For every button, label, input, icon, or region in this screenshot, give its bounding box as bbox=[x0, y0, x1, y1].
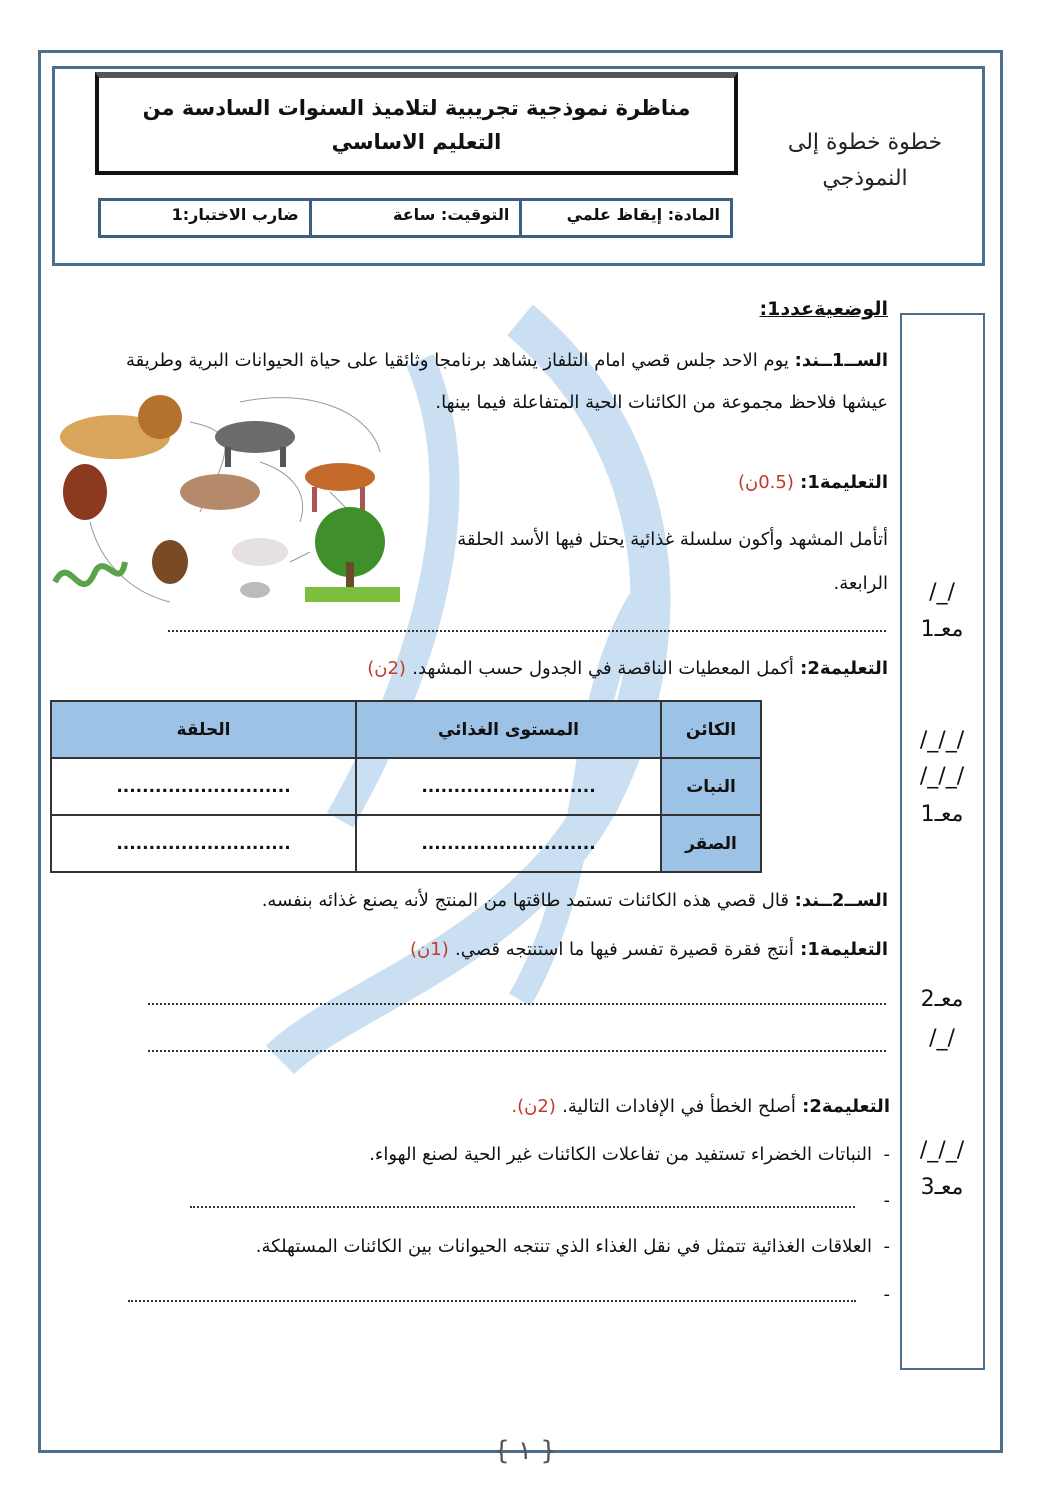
brand-text: خطوة خطوة إلى النموذجي bbox=[787, 130, 943, 191]
task2-points: (2ن) bbox=[367, 658, 406, 679]
bullet-dash: - bbox=[883, 1190, 890, 1211]
task-1 bbox=[420, 470, 888, 496]
goat-icon bbox=[305, 463, 375, 512]
owl-icon bbox=[152, 540, 188, 584]
food-web-image bbox=[50, 392, 410, 612]
wolf-icon bbox=[215, 421, 295, 467]
score-slot: /_/ bbox=[929, 1026, 955, 1051]
page-number: { ١ } bbox=[493, 1436, 557, 1466]
answer-line[interactable] bbox=[148, 1050, 886, 1052]
bullet-dash: - bbox=[883, 1284, 890, 1305]
score-slot: /_/_/ bbox=[919, 728, 965, 753]
task3-label: التعليمة1: bbox=[800, 939, 888, 960]
task2-label: التعليمة2: bbox=[800, 658, 888, 679]
lion-icon bbox=[60, 395, 182, 459]
statement-item: - العلاقات الغذائية تتمثل في نقل الغذاء الذي تنتجه الحيوانات بين الكائنات المستهلكة. bbox=[255, 1236, 890, 1257]
task3-points: (1ن) bbox=[410, 939, 449, 960]
document-2 bbox=[100, 888, 888, 914]
criterion-label: معـ1 bbox=[920, 617, 964, 642]
table-row bbox=[51, 815, 761, 872]
situation-title: الوضعيةعدد1: bbox=[759, 298, 888, 320]
task-3 bbox=[200, 937, 888, 963]
organism-cell: الصقر bbox=[661, 815, 761, 872]
task2-text: أكمل المعطيات الناقصة في الجدول حسب المشهد. bbox=[412, 658, 794, 679]
header-link: الحلقة bbox=[51, 701, 356, 758]
answer-line[interactable] bbox=[148, 1003, 886, 1005]
doc2-text: قال قصي هذه الكائنات تستمد طاقتها من المنتج لأنه يصنع غذائه بنفسه. bbox=[261, 890, 789, 911]
doc1-text: يوم الاحد جلس قصي امام التلفاز يشاهد برنامجا وثائقيا على حياة الحيوانات البرية وطريقة عيشها فلاحظ مجموعة من الكائنات الحية المتفاعلة فيما بينها. bbox=[125, 350, 888, 413]
statement-text: النباتات الخضراء تستفيد من تفاعلات الكائنات غير الحية لصنع الهواء. bbox=[369, 1144, 873, 1165]
subject: المادة: إيقاظ علمي bbox=[519, 201, 730, 235]
task1-points: (0.5ن) bbox=[737, 472, 794, 493]
grading-column bbox=[900, 313, 985, 1370]
duration: التوقيت: ساعة bbox=[309, 201, 520, 235]
tree-icon bbox=[305, 507, 400, 602]
answer-line[interactable] bbox=[128, 1300, 856, 1302]
criterion-label: معـ3 bbox=[920, 1175, 964, 1200]
food-level-table bbox=[50, 700, 762, 873]
task1-label: التعليمة1: bbox=[800, 472, 888, 493]
coefficient: ضارب الاختبار:1 bbox=[171, 205, 299, 224]
doc2-label: الســ2ــند: bbox=[794, 890, 888, 911]
task1-text: أتأمل المشهد وأكون سلسلة غذائية يحتل فيها الأسد الحلقة الرابعة. bbox=[457, 529, 888, 594]
wildcat-icon bbox=[180, 474, 260, 510]
header-level: المستوى الغذائي bbox=[356, 701, 661, 758]
rabbit-icon bbox=[232, 538, 288, 566]
criterion-label: معـ1 bbox=[920, 802, 964, 827]
task4-points: (2ن). bbox=[511, 1096, 556, 1117]
level-cell[interactable]: ........................... bbox=[356, 758, 661, 815]
score-slot: /_/_/ bbox=[919, 1138, 965, 1163]
exam-info-table bbox=[98, 198, 733, 238]
header-organism: الكائن bbox=[661, 701, 761, 758]
link-cell[interactable]: ........................... bbox=[51, 815, 356, 872]
statement-item: - النباتات الخضراء تستفيد من تفاعلات الكائنات غير الحية لصنع الهواء. bbox=[369, 1144, 890, 1165]
level-cell[interactable]: ........................... bbox=[356, 815, 661, 872]
exam-title: مناظرة نموذجية تجريبية لتلاميذ السنوات السادسة من التعليم الاساسي bbox=[95, 72, 738, 175]
link-cell[interactable]: ........................... bbox=[51, 758, 356, 815]
answer-line[interactable] bbox=[190, 1206, 855, 1208]
task4-text: أصلح الخطأ في الإفادات التالية. bbox=[562, 1096, 796, 1117]
score-slot: /_/ bbox=[929, 580, 955, 605]
eagle-icon bbox=[63, 464, 107, 520]
snake-icon bbox=[55, 562, 125, 584]
table-header-row bbox=[51, 701, 761, 758]
mouse-icon bbox=[240, 582, 270, 598]
doc1-label: الســ1ــند: bbox=[794, 350, 888, 371]
answer-line[interactable] bbox=[168, 630, 886, 632]
criterion-label: معـ2 bbox=[920, 987, 964, 1012]
task-2 bbox=[200, 656, 888, 682]
score-slot: /_/_/ bbox=[919, 764, 965, 789]
organism-cell: النبات bbox=[661, 758, 761, 815]
task4-label: التعليمة2: bbox=[802, 1096, 890, 1117]
table-row bbox=[51, 758, 761, 815]
task-4 bbox=[200, 1094, 890, 1120]
statement-text: العلاقات الغذائية تتمثل في نقل الغذاء الذي تنتجه الحيوانات بين الكائنات المستهلكة. bbox=[255, 1236, 873, 1257]
task3-text: أنتج فقرة قصيرة تفسر فيها ما استنتجه قصي. bbox=[455, 939, 794, 960]
